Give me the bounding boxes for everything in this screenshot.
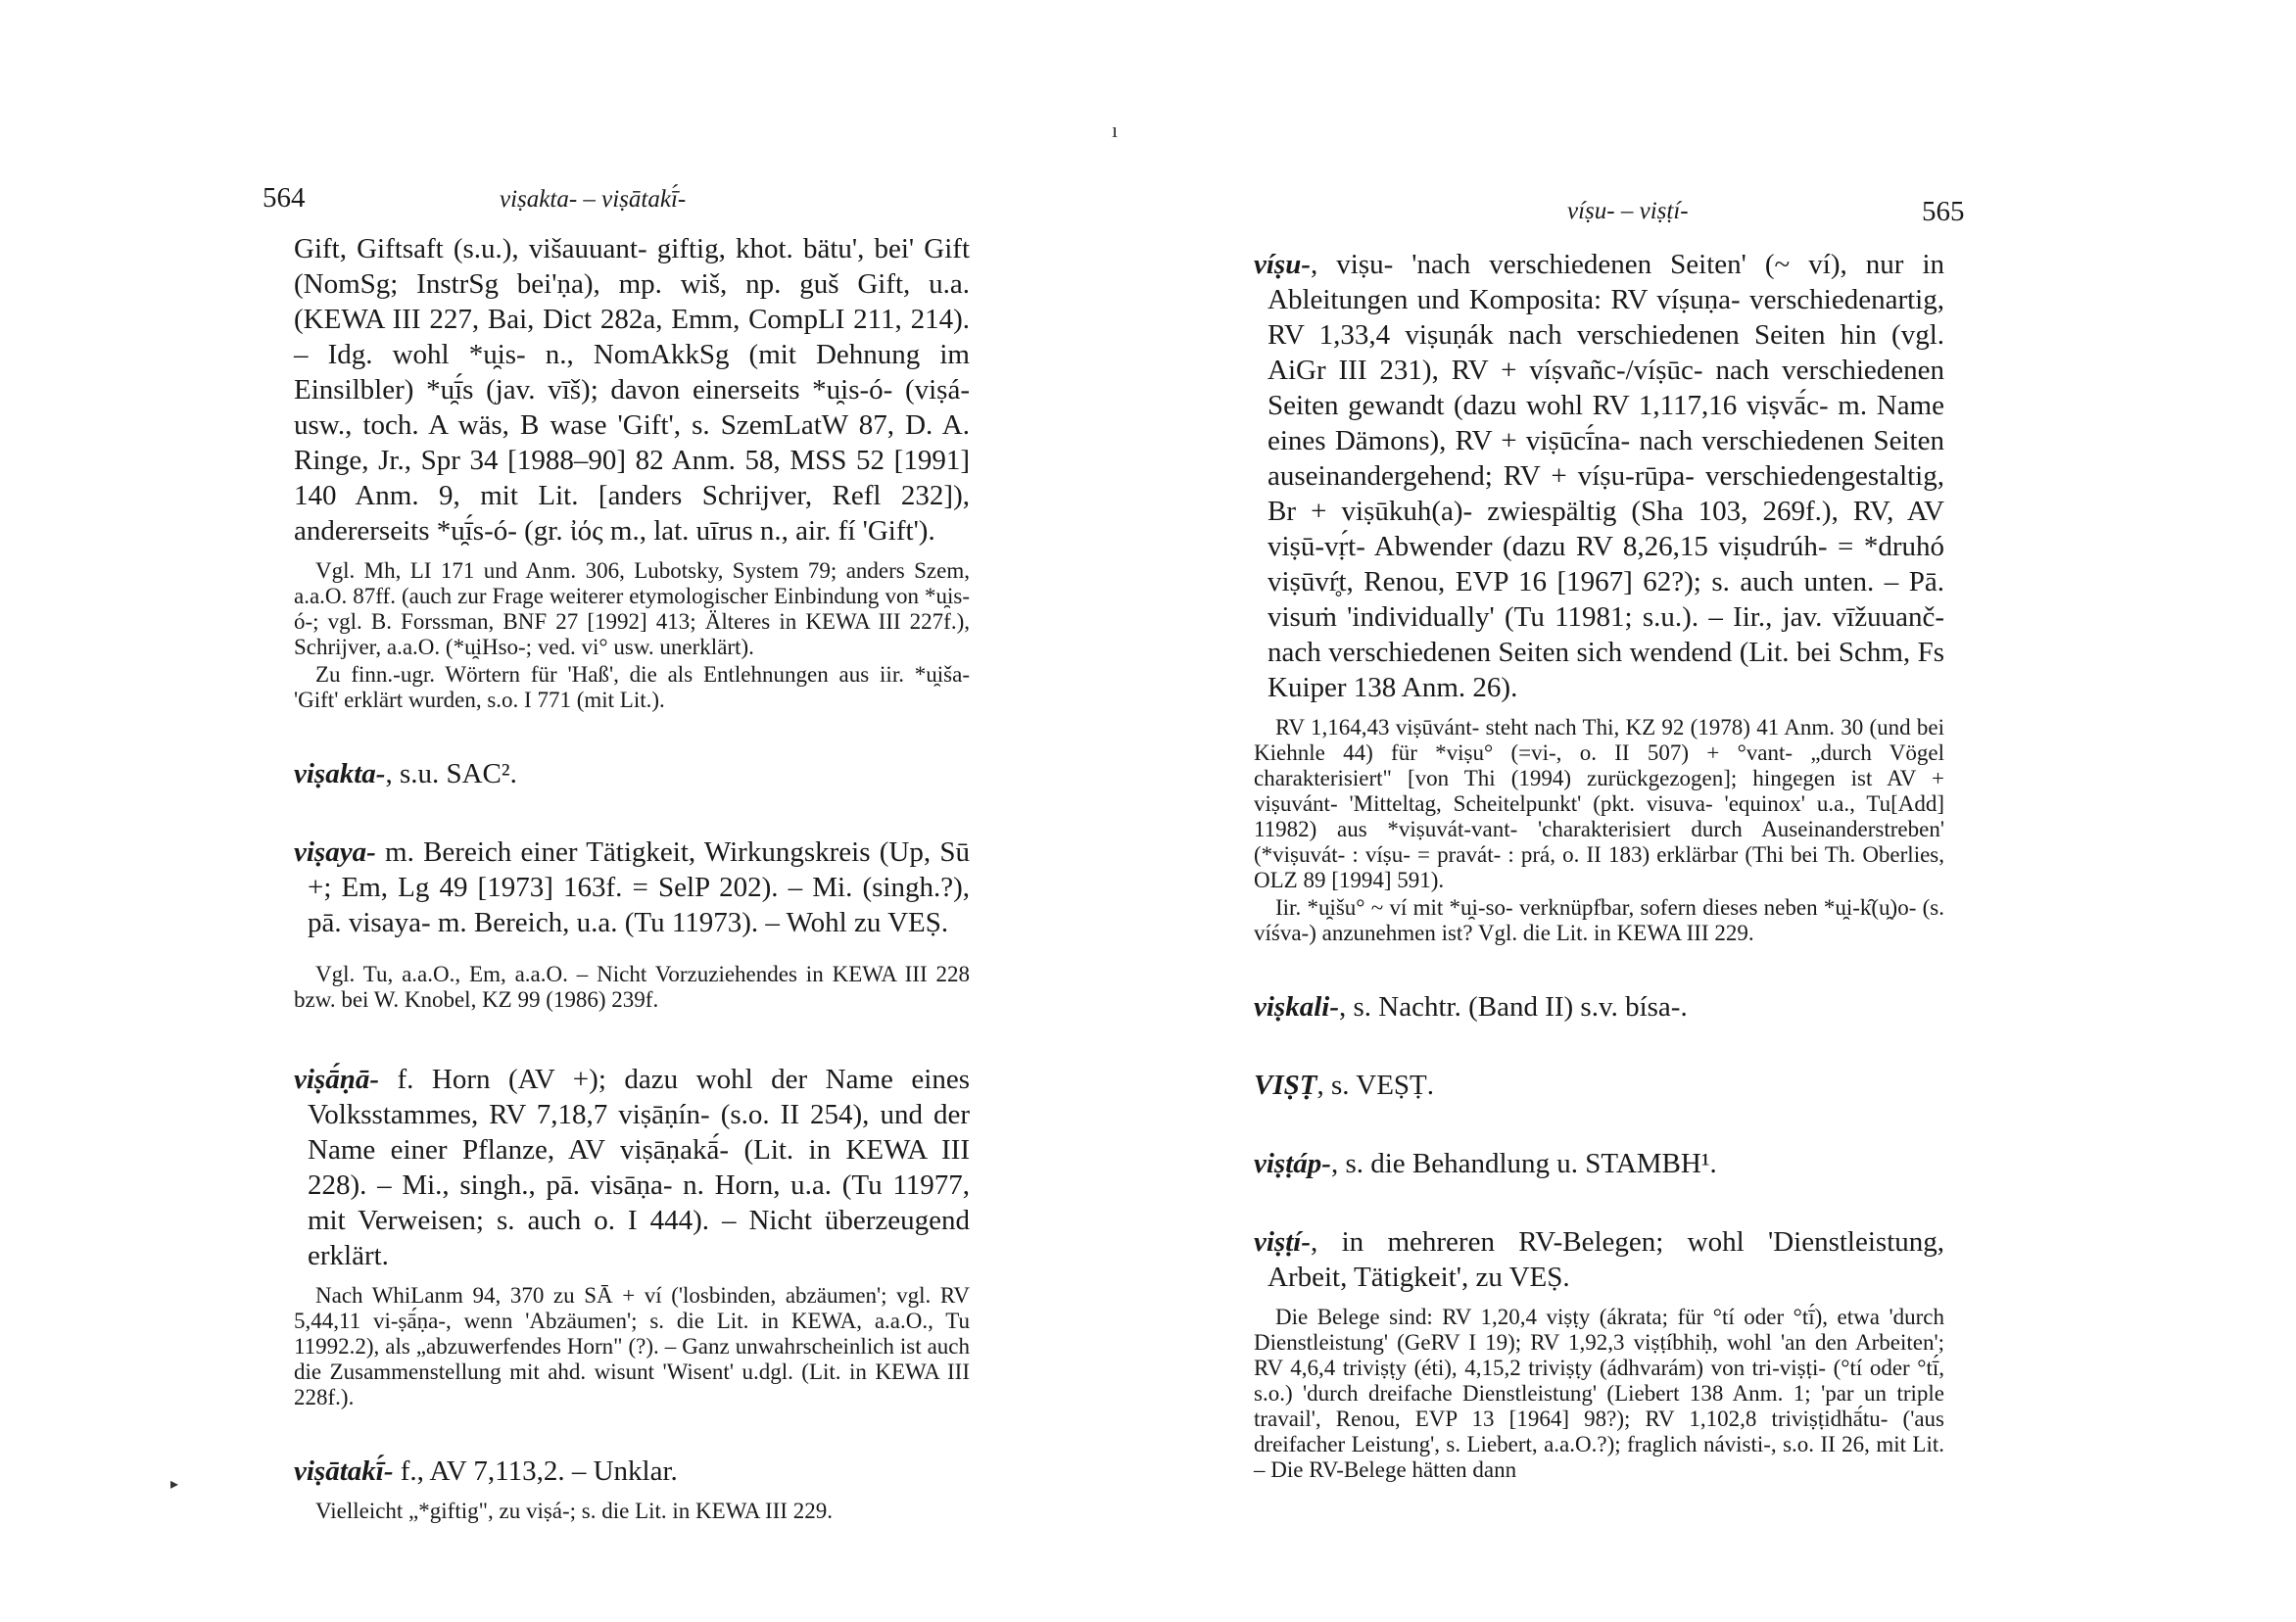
entry-text: , s.u. SAC². (385, 758, 517, 789)
entry-text: , viṣu- 'nach verschiedenen Seiten' (~ ví), nur in Ableitungen und Komposita: RV víṣuṇa- verschiedenartig, RV 1,33,4 viṣuṇák nach verschiedenen Seiten hin (vgl. AiGr III 231), RV + víṣvañc-/víṣūc- nach verschiedenen Seiten gewandt (dazu wohl RV 1,117,16 viṣvā́c- m. Name eines Dämons), RV + viṣūcī́na- nach verschiedenen Seiten auseinandergehend; RV + víṣu-rūpa- verschiedengestaltig, Br + viṣūkuh(a)- zwiespältig (Sha 103, 269f.), RV, AV viṣū-vṛ́t- Abwender (dazu RV 8,26,15 viṣudrúh- = *druhó viṣūvŕ̥t, Renou, EVP 16 [1967] 62?); s. auch unten. – Pā. visuṁ 'individually' (Tu 11981; s.u.). – Iir., jav. vīžuuanč- nach verschiedenen Seiten sich wendend (Lit. bei Schm, Fs Kuiper 138 Anm. 26). (1268, 249, 1944, 703)
headword: viṣkali- (1254, 991, 1339, 1023)
entry-text: f. Horn (AV +); dazu wohl der Name eines Volksstammes, RV 7,18,7 viṣāṇín- (s.o. II 254), und der Name einer Pflanze, AV viṣāṇakā́- (Lit. in KEWA III 228). – Mi., singh., pā. visāṇa- n. Horn, u.a. (Tu 11977, mit Verweisen; s. auch o. I 444). – Nicht überzeugend erklärt. (308, 1064, 970, 1271)
headword: VIṢṬ (1254, 1070, 1317, 1101)
entry-visaya (294, 835, 970, 940)
note: Vielleicht „*giftig", zu viṣá-; s. die Lit. in KEWA III 229. (315, 1499, 833, 1523)
headword: viṣṭí- (1254, 1226, 1311, 1258)
headword: viṣakta- (294, 758, 386, 789)
entry-vistap (1254, 1146, 1944, 1181)
note: Zu finn.-ugr. Wörtern für 'Haß', die als Entlehnungen aus iir. *u̯iša- 'Gift' erklärt wurden, s.o. I 771 (mit Lit.). (294, 662, 970, 712)
entry-text: , in mehreren RV-Belegen; wohl 'Dienstleistung, Arbeit, Tätigkeit', zu VEṢ. (1268, 1226, 1944, 1293)
entry-continuation: Gift, Giftsaft (s.u.), višauuant- giftig, khot. bätu', bei' Gift (NomSg; InstrSg bei'ṇa), mp. wiš, np. guš Gift, u.a. (KEWA III 227, Bai, Dict 282a, Emm, CompLI 211, 214). – Idg. wohl *u̯is- n., NomAkkSg (mit Dehnung im Einsilbler) *u̯ī́s (jav. vīš); davon einerseits *u̯is-ó- (viṣá- usw., toch. A wäs, B wase 'Gift', s. SzemLatW 87, D. A. Ringe, Jr., Spr 34 [1988–90] 82 Anm. 58, MSS 52 [1991] 140 Anm. 9, mit Lit. [anders Schrijver, Refl 232]), andererseits *u̯ī́s-ó- (gr. ἰός m., lat. uīrus n., air. fí 'Gift'). (294, 233, 970, 547)
note: Vgl. Tu, a.a.O., Em, a.a.O. – Nicht Vorzuziehendes in KEWA III 228 bzw. bei W. Knobel, KZ 99 (1986) 239f. (294, 962, 970, 1012)
right-column (1254, 247, 1944, 1483)
entry-text: , s. Nachtr. (Band II) s.v. bísa-. (1339, 991, 1688, 1023)
entry-visataki (294, 1454, 970, 1489)
entry-viskali (1254, 989, 1944, 1025)
headword: víṣu- (1254, 249, 1311, 280)
scan-mark: ı (1112, 118, 1119, 142)
headword: viṣṭáp- (1254, 1148, 1331, 1179)
entry-text: m. Bereich einer Tätigkeit, Wirkungskreis (Up, Sū +; Em, Lg 49 [1973] 163f. = SelP 202). – Mi. (singh.?), pā. visaya- m. Bereich, u.a. (Tu 11973). – Wohl zu VEṢ. (308, 836, 970, 938)
left-column (294, 231, 970, 1524)
entry-visakta (294, 756, 970, 791)
left-running-header: viṣakta- – viṣātakī́- (500, 186, 687, 213)
note: Nach WhiLanm 94, 370 zu SĀ + ví ('losbinden, abzäumen'; vgl. RV 5,44,11 vi-ṣā́ṇa-, wenn 'Abzäumen'; s. die Lit. in KEWA, a.a.O., Tu 11992.2), als „abzuwerfendes Horn" (?). – Ganz unwahrscheinlich ist auch die Zusammenstellung mit ahd. wisunt 'Wisent' u.dgl. (Lit. in KEWA III 228f.). (294, 1283, 970, 1409)
entry-visti (1254, 1224, 1944, 1295)
scan-mark: ▸ (170, 1476, 179, 1493)
right-page-number: 565 (1922, 196, 1965, 227)
entry-visu (1254, 247, 1944, 705)
right-page (1148, 0, 2296, 1622)
headword: viṣātakī́- (294, 1455, 394, 1487)
entry-text: , s. VEṢṬ. (1316, 1070, 1434, 1101)
headword: viṣā́ṇā- (294, 1064, 379, 1095)
entry-visana (294, 1062, 970, 1273)
headword: viṣaya- (294, 836, 376, 868)
entry-vist (1254, 1068, 1944, 1103)
note: Die Belege sind: RV 1,20,4 viṣṭy (ákrata; für °tí oder °tī́), etwa 'durch Dienstleistung' (GeRV I 19); RV 1,92,3 viṣṭíbhiḥ, wohl 'an den Arbeiten'; RV 4,6,4 triviṣṭy (éti), 4,15,2 triviṣṭy (ádhvarám) von tri-viṣṭi- (°tí oder °tī́, s.o.) 'durch dreifache Dienstleistung' (Liebert 138 Anm. 1; 'par un triple travail', Renou, EVP 13 [1964] 98?); RV 1,102,8 triviṣṭidhā́tu- ('aus dreifacher Leistung', s. Liebert, a.a.O.?); fraglich návisti-, s.o. II 26, mit Lit. – Die RV-Belege hätten dann (1254, 1305, 1944, 1482)
right-running-header: víṣu- – viṣṭí- (1567, 198, 1689, 224)
note: Vgl. Mh, LI 171 und Anm. 306, Lubotsky, System 79; anders Szem, a.a.O. 87ff. (auch zur Frage weiterer etymologischer Einbindung von *u̯is-ó-; vgl. B. Forssman, BNF 27 [1992] 413; Älteres in KEWA III 227f.), Schrijver, a.a.O. (*u̯iHso-; ved. vi° usw. unerklärt). (294, 558, 970, 659)
note: RV 1,164,43 viṣūvánt- steht nach Thi, KZ 92 (1978) 41 Anm. 30 (und bei Kiehnle 44) für *viṣu° (=vi-, o. II 507) + °vant- „durch Vögel charakterisiert" [von Thi (1994) zurückgezogen]; hingegen ist AV + viṣuvánt- 'Mitteltag, Scheitelpunkt' (pkt. visuva- 'equinox' u.a., Tu[Add] 11982) aus *viṣuvát-vant- 'charakterisiert durch Auseinanderstreben' (*viṣuvát- : víṣu- = pravát- : prá, o. II 183) erklärbar (Thi bei Th. Oberlies, OLZ 89 [1994] 591). (1254, 715, 1944, 892)
entry-text: , s. die Behandlung u. STAMBH¹. (1330, 1148, 1717, 1179)
left-page-number: 564 (263, 182, 306, 214)
entry-text: f., AV 7,113,2. – Unklar. (393, 1455, 678, 1487)
note: Iir. *u̯išu° ~ ví mit *u̯i-so- verknüpfbar, sofern dieses neben *u̯i-k̑(u̯)o- (s. víśva-) anzunehmen ist? Vgl. die Lit. in KEWA III 229. (1254, 895, 1944, 945)
